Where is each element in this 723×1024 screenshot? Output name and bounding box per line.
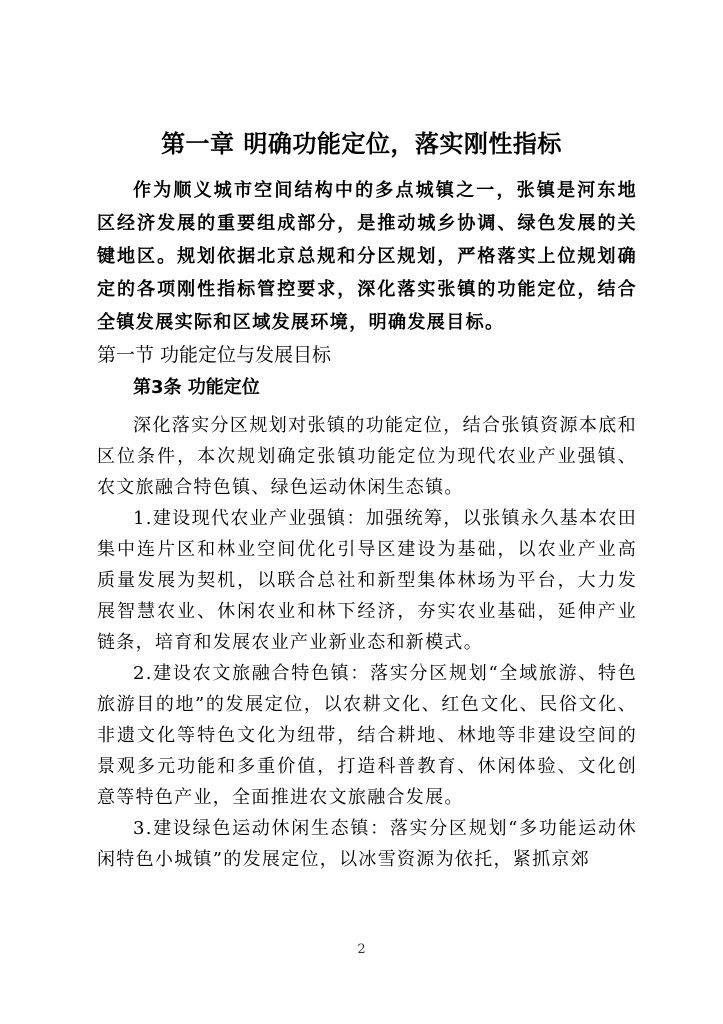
article-body: [97, 410, 637, 875]
article-heading: 第3条 功能定位: [133, 377, 260, 398]
section-heading: 第一节 功能定位与发展目标: [97, 344, 332, 366]
body-paragraph: 3.建设绿色运动休闲生态镇：落实分区规划“多功能运动休闲特色小城镇”的发展定位，以冰雪资源为依托，紧抓京郊: [97, 818, 637, 870]
body-paragraph: 1.建设现代农业产业强镇：加强统筹，以张镇永久基本农田集中连片区和林业空间优化引导区建设为基础，以农业产业高质量发展为契机，以联合总社和新型集体林场为平台，大力发展智慧农业、休闲农业和林下经济，夯实农业基础，延伸产业链条，培育和发展农业产业新业态和新模式。: [97, 508, 637, 653]
body-paragraph: 2.建设农文旅融合特色镇：落实分区规划“全域旅游、特色旅游目的地”的发展定位，以农耕文化、红色文化、民俗文化、非遗文化等特色文化为纽带，结合耕地、林地等非建设空间的景观多元功能和多重价值，打造科普教育、休闲体验、文化创意等特色产业，全面推进农文旅融合发展。: [97, 663, 637, 808]
body-paragraph: 深化落实分区规划对张镇的功能定位，结合张镇资源本底和区位条件，本次规划确定张镇功能定位为现代农业产业强镇、农文旅融合特色镇、绿色运动休闲生态镇。: [97, 415, 637, 498]
page-number: 2: [357, 942, 366, 957]
chapter-title: 第一章 明确功能定位，落实刚性指标: [161, 130, 562, 158]
chapter-intro-paragraph: 作为顺义城市空间结构中的多点城镇之一，张镇是河东地区经济发展的重要组成部分，是推动城乡协调、绿色发展的关键地区。规划依据北京总规和分区规划，严格落实上位规划确定的各项刚性指标管控要求，深化落实张镇的功能定位，结合全镇发展实际和区域发展环境，明确发展目标。: [97, 180, 637, 333]
